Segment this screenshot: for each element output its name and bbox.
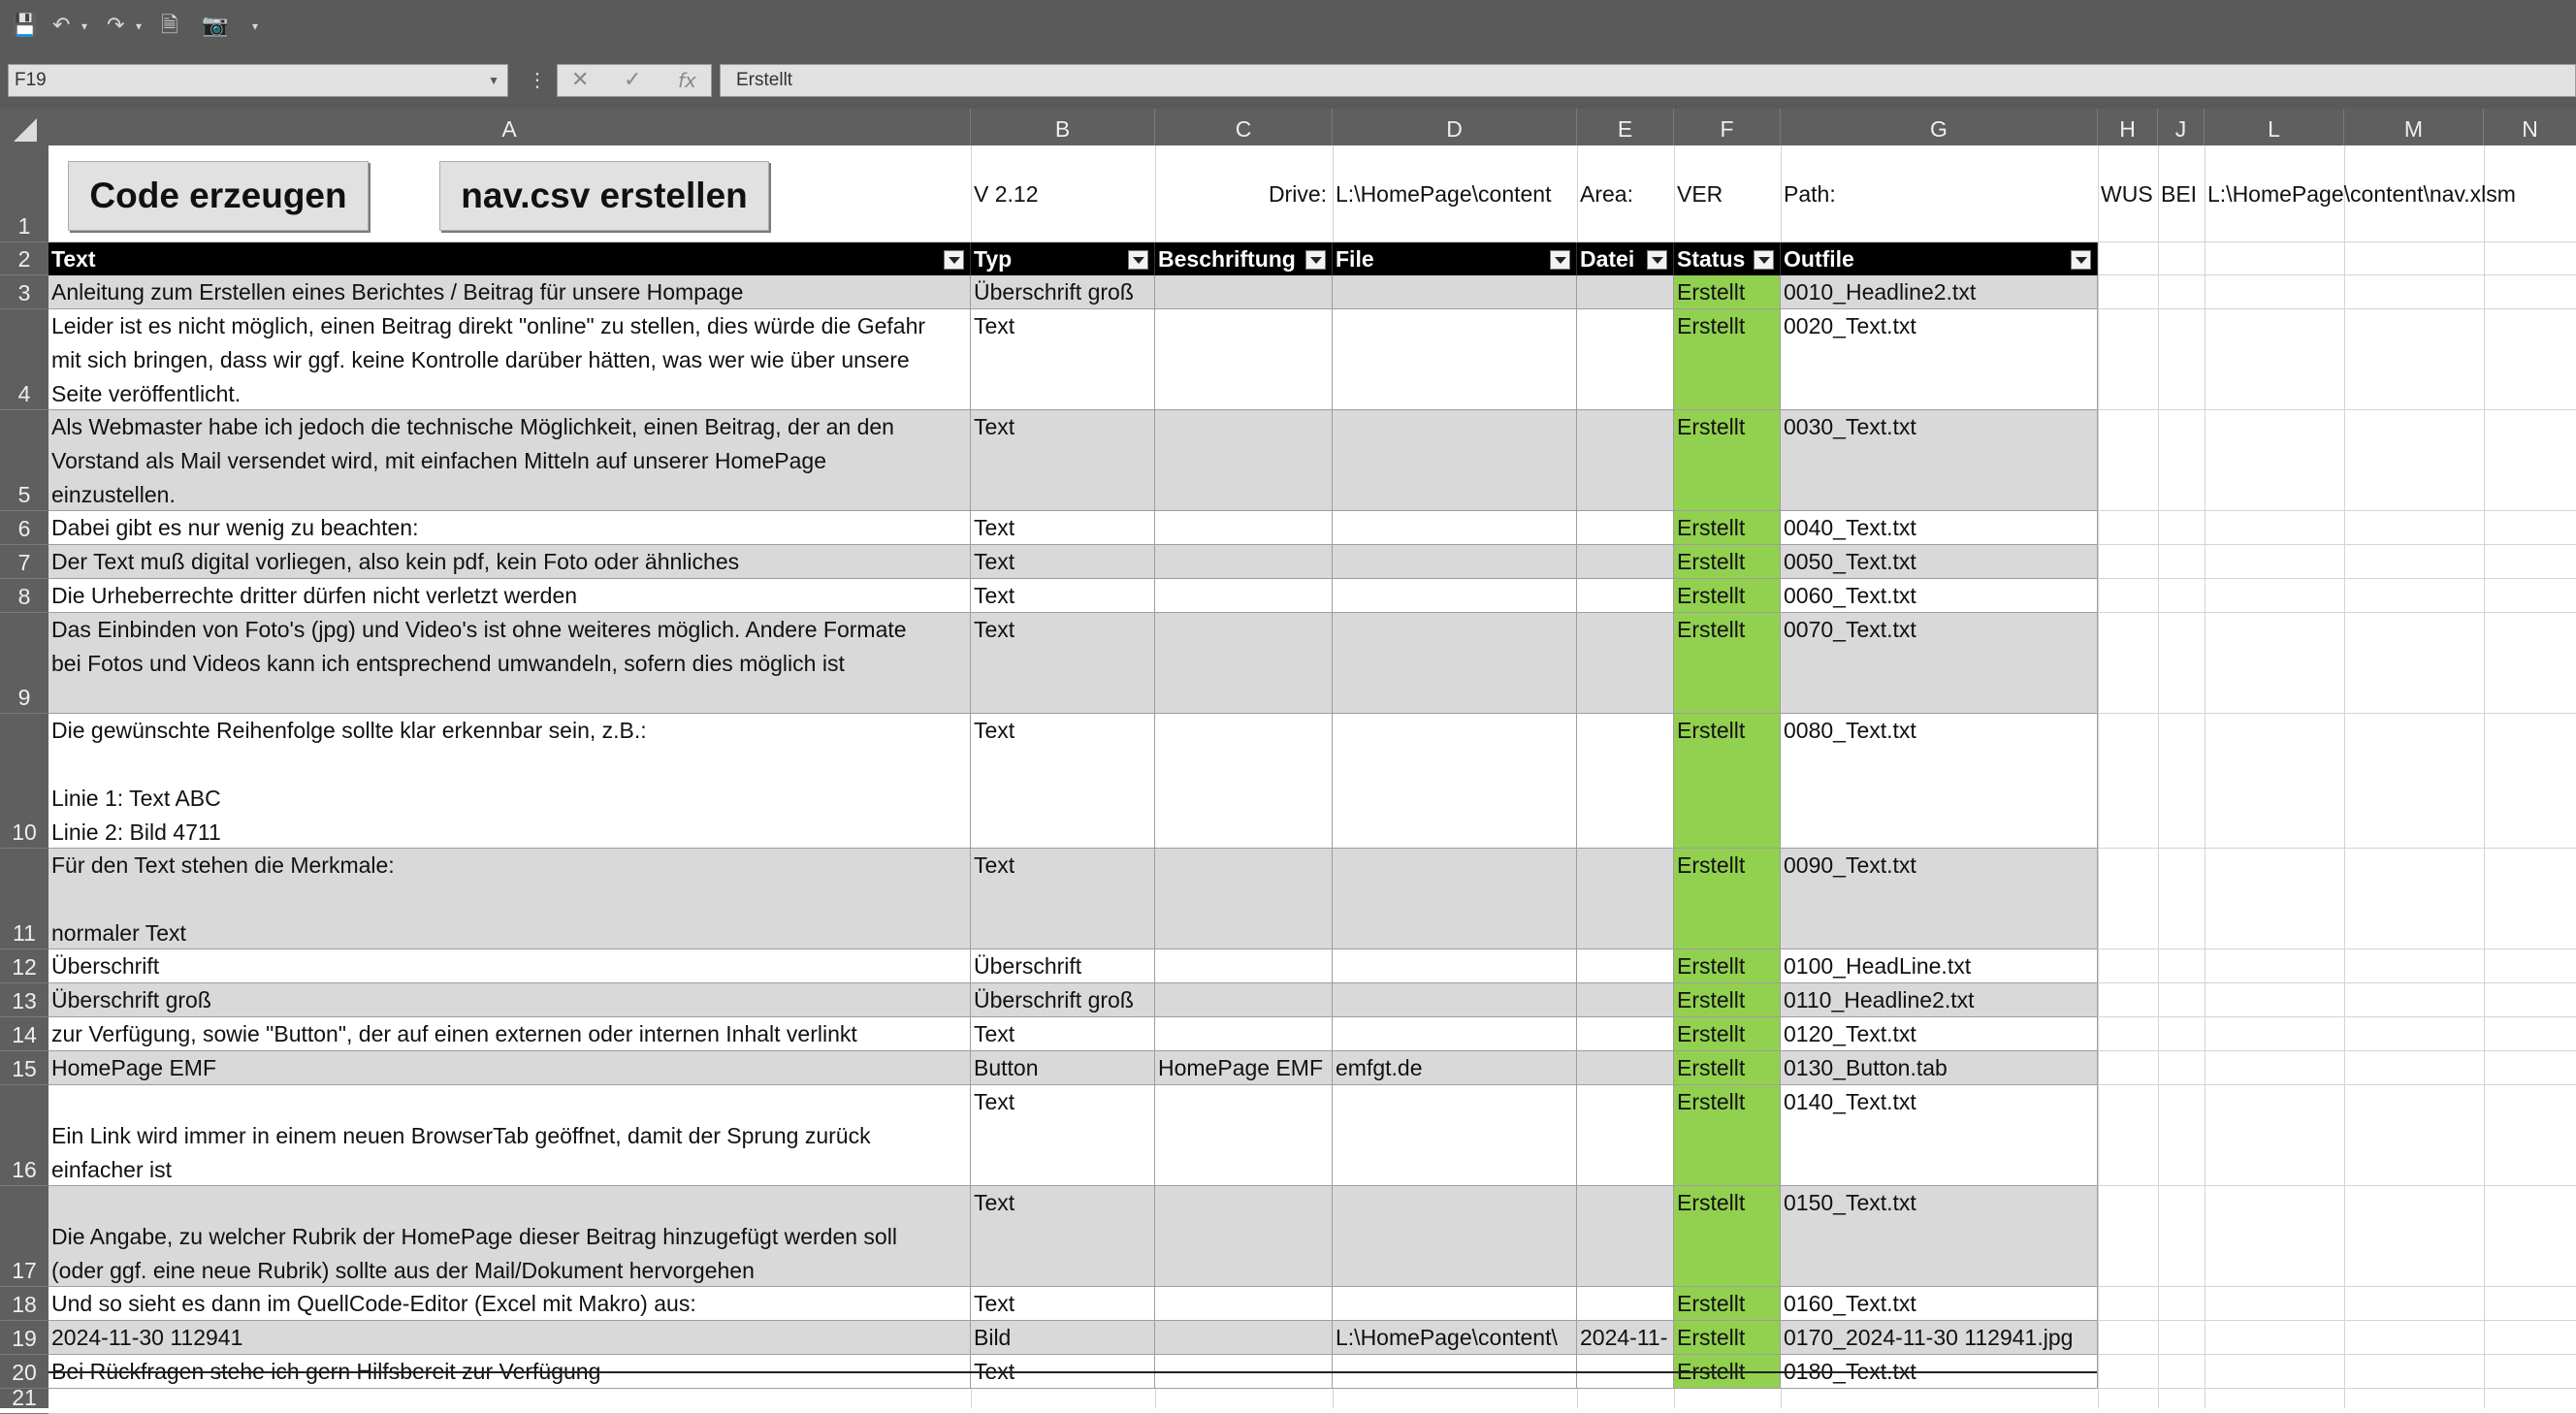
row-header[interactable]: 20 — [0, 1355, 48, 1389]
cell-text[interactable]: Die Urheberrechte dritter dürfen nicht verletzt werden — [48, 579, 971, 613]
insert-function-icon[interactable]: fx — [678, 69, 696, 92]
cancel-icon[interactable]: ✕ — [571, 68, 590, 92]
print-preview-icon[interactable]: 🗎 — [161, 14, 178, 38]
cell-datei[interactable] — [1577, 949, 1674, 983]
cell-datei[interactable] — [1577, 1186, 1674, 1287]
column-header-j[interactable]: J — [2158, 109, 2205, 145]
cell-text[interactable]: zur Verfügung, sowie "Button", der auf einen externen oder internen Inhalt verlinkt — [48, 1017, 971, 1051]
cell-text[interactable]: Die gewünschte Reihenfolge sollte klar erkennbar sein, z.B.: Linie 1: Text ABC Linie 2: Bild 4711 — [48, 714, 971, 849]
cell-datei[interactable] — [1577, 983, 1674, 1017]
cell-datei[interactable] — [1577, 1287, 1674, 1321]
filter-dropdown-icon[interactable] — [2071, 250, 2091, 270]
cell-status[interactable]: Erstellt — [1674, 1085, 1781, 1186]
table-header-label: Beschriftung — [1158, 246, 1296, 272]
row-header[interactable]: 1 — [0, 145, 48, 242]
row-header[interactable]: 18 — [0, 1287, 48, 1321]
formula-input[interactable]: Erstellt — [720, 64, 2576, 97]
cell-beschriftung[interactable] — [1155, 1186, 1333, 1287]
table-header-beschriftung[interactable] — [1155, 242, 1333, 275]
cell-outfile[interactable]: 0170_2024-11-30 112941.jpg — [1781, 1321, 2098, 1355]
cell-beschriftung[interactable] — [1155, 714, 1333, 849]
cell-status[interactable]: Erstellt — [1674, 849, 1781, 949]
undo-dropdown-icon[interactable]: ▾ — [81, 19, 88, 33]
table-header-text[interactable] — [48, 242, 971, 275]
code-erzeugen-button[interactable]: Code erzeugen — [68, 161, 369, 231]
cell-text[interactable]: Das Einbinden von Foto's (jpg) und Video's ist ohne weiteres möglich. Andere Formate bei Fotos und Videos kann ich entsprechend umwandeln, sofern dies möglich ist — [48, 613, 971, 714]
cell-typ[interactable]: Text — [971, 1085, 1155, 1186]
filter-dropdown-icon[interactable] — [1647, 250, 1667, 270]
drive-value-cell[interactable]: L:\HomePage\content — [1336, 181, 1552, 207]
cell-beschriftung[interactable] — [1155, 410, 1333, 511]
cell-status[interactable]: Erstellt — [1674, 714, 1781, 849]
column-header-m[interactable]: M — [2344, 109, 2484, 145]
row-header[interactable]: 7 — [0, 545, 48, 579]
row-header[interactable]: 15 — [0, 1051, 48, 1085]
cell-datei[interactable] — [1577, 579, 1674, 613]
cell-typ[interactable]: Text — [971, 714, 1155, 849]
cell-beschriftung[interactable] — [1155, 545, 1333, 579]
row-header[interactable]: 17 — [0, 1186, 48, 1287]
cell-status[interactable]: Erstellt — [1674, 613, 1781, 714]
cell-text[interactable]: HomePage EMF — [48, 1051, 971, 1085]
cell-status[interactable]: Erstellt — [1674, 1321, 1781, 1355]
cell-outfile[interactable]: 0150_Text.txt — [1781, 1186, 2098, 1287]
customize-qat-icon[interactable]: ▾ — [252, 19, 259, 33]
cell-typ[interactable]: Text — [971, 410, 1155, 511]
cell-text[interactable]: 2024-11-30 112941 — [48, 1321, 971, 1355]
cell-status[interactable]: Erstellt — [1674, 579, 1781, 613]
row-header[interactable]: 19 — [0, 1321, 48, 1355]
redo-dropdown-icon[interactable]: ▾ — [136, 19, 143, 33]
cell-datei[interactable] — [1577, 613, 1674, 714]
gridline-vertical — [2205, 145, 2206, 1408]
cell-beschriftung[interactable] — [1155, 849, 1333, 949]
cell-status[interactable]: Erstellt — [1674, 1017, 1781, 1051]
cell-outfile[interactable]: 0100_HeadLine.txt — [1781, 949, 2098, 983]
cell-text[interactable]: Ein Link wird immer in einem neuen BrowserTab geöffnet, damit der Sprung zurück einfacher ist — [48, 1085, 971, 1186]
path-label-cell[interactable]: Path: — [1784, 181, 1836, 207]
gridline-vertical — [2484, 145, 2485, 1408]
column-header-c[interactable]: C — [1155, 109, 1333, 145]
quick-access-toolbar — [0, 0, 2576, 54]
cell-file[interactable] — [1333, 275, 1577, 309]
version-cell[interactable]: V 2.12 — [974, 181, 1039, 207]
filter-dropdown-icon[interactable] — [1305, 250, 1326, 270]
cell-file[interactable] — [1333, 545, 1577, 579]
row-headers — [0, 145, 48, 1408]
cell-file[interactable] — [1333, 511, 1577, 545]
j1-cell[interactable]: BEI — [2161, 181, 2198, 207]
cell-datei[interactable] — [1577, 1085, 1674, 1186]
cell-status[interactable]: Erstellt — [1674, 1186, 1781, 1287]
column-header-f[interactable]: F — [1674, 109, 1781, 145]
cell-outfile[interactable]: 0040_Text.txt — [1781, 511, 2098, 545]
cell-outfile[interactable]: 0060_Text.txt — [1781, 579, 2098, 613]
cell-file[interactable] — [1333, 1355, 1577, 1389]
cell-text[interactable]: Die Angabe, zu welcher Rubrik der HomePage dieser Beitrag hinzugefügt werden soll (oder ggf. eine neue Rubrik) sollte aus der Mail/Dokument hervorgehen — [48, 1186, 971, 1287]
cell-file[interactable] — [1333, 613, 1577, 714]
cell-text[interactable]: Dabei gibt es nur wenig zu beachten: — [48, 511, 971, 545]
cell-outfile[interactable]: 0130_Button.tab — [1781, 1051, 2098, 1085]
cell-outfile[interactable]: 0030_Text.txt — [1781, 410, 2098, 511]
cell-datei[interactable] — [1577, 410, 1674, 511]
cell-outfile[interactable]: 0090_Text.txt — [1781, 849, 2098, 949]
row-header[interactable]: 16 — [0, 1085, 48, 1186]
cell-typ[interactable]: Text — [971, 849, 1155, 949]
cell-text[interactable]: Anleitung zum Erstellen eines Berichtes / Beitrag für unsere Hompage — [48, 275, 971, 309]
cell-beschriftung[interactable] — [1155, 579, 1333, 613]
cell-status[interactable]: Erstellt — [1674, 545, 1781, 579]
macro-icon[interactable]: 📷 — [202, 14, 229, 38]
cell-beschriftung[interactable] — [1155, 1085, 1333, 1186]
cell-beschriftung[interactable] — [1155, 949, 1333, 983]
row-header[interactable]: 5 — [0, 410, 48, 511]
cell-typ[interactable]: Text — [971, 1355, 1155, 1389]
cell-file[interactable] — [1333, 579, 1577, 613]
cell-file[interactable]: emfgt.de — [1333, 1051, 1577, 1085]
cell-outfile[interactable]: 0070_Text.txt — [1781, 613, 2098, 714]
cell-beschriftung[interactable] — [1155, 1355, 1333, 1389]
row-header[interactable]: 6 — [0, 511, 48, 545]
cell-outfile[interactable]: 0180_Text.txt — [1781, 1355, 2098, 1389]
row-header[interactable]: 2 — [0, 242, 48, 275]
cell-status[interactable]: Erstellt — [1674, 410, 1781, 511]
redo-icon[interactable]: ↷ — [107, 14, 125, 38]
table-header-label: Typ — [974, 246, 1013, 272]
cell-file[interactable] — [1333, 949, 1577, 983]
cell-status[interactable]: Erstellt — [1674, 1355, 1781, 1389]
cell-datei[interactable] — [1577, 1051, 1674, 1085]
cell-datei[interactable] — [1577, 275, 1674, 309]
cell-datei[interactable] — [1577, 1355, 1674, 1389]
cell-outfile[interactable]: 0120_Text.txt — [1781, 1017, 2098, 1051]
cell-beschriftung[interactable] — [1155, 613, 1333, 714]
formula-bar-menu-icon[interactable]: ⋮ — [528, 70, 547, 91]
cell-status[interactable]: Erstellt — [1674, 1051, 1781, 1085]
drive-label-cell[interactable]: Drive: — [1268, 181, 1327, 207]
cell-typ[interactable]: Text — [971, 511, 1155, 545]
cell-outfile[interactable]: 0140_Text.txt — [1781, 1085, 2098, 1186]
cell-beschriftung[interactable] — [1155, 1321, 1333, 1355]
cell-typ[interactable]: Überschrift groß — [971, 275, 1155, 309]
cell-text[interactable]: Überschrift groß — [48, 983, 971, 1017]
row-header[interactable]: 21 — [0, 1389, 48, 1414]
row-header[interactable]: 12 — [0, 949, 48, 983]
cell-typ[interactable]: Text — [971, 1017, 1155, 1051]
cell-status[interactable]: Erstellt — [1674, 1287, 1781, 1321]
cell-typ[interactable]: Text — [971, 545, 1155, 579]
worksheet-grid — [48, 145, 2576, 1408]
cell-datei[interactable] — [1577, 545, 1674, 579]
column-header-h[interactable]: H — [2098, 109, 2158, 145]
filter-dropdown-icon[interactable] — [1550, 250, 1570, 270]
cell-beschriftung[interactable] — [1155, 983, 1333, 1017]
column-header-g[interactable]: G — [1781, 109, 2098, 145]
row-header[interactable]: 11 — [0, 849, 48, 949]
cell-beschriftung[interactable] — [1155, 1287, 1333, 1321]
cell-file[interactable] — [1333, 410, 1577, 511]
cell-file[interactable] — [1333, 1287, 1577, 1321]
table-header-label: Datei — [1580, 246, 1635, 272]
cell-datei[interactable] — [1577, 714, 1674, 849]
cell-text[interactable]: Für den Text stehen die Merkmale: normaler Text — [48, 849, 971, 949]
cell-file[interactable] — [1333, 849, 1577, 949]
formula-buttons — [557, 64, 712, 97]
cell-datei[interactable] — [1577, 849, 1674, 949]
table-header-label: File — [1336, 246, 1374, 272]
row-header[interactable]: 3 — [0, 275, 48, 309]
filter-dropdown-icon[interactable] — [1754, 250, 1774, 270]
cell-text[interactable]: Überschrift — [48, 949, 971, 983]
cell-beschriftung[interactable] — [1155, 309, 1333, 410]
cell-outfile[interactable]: 0050_Text.txt — [1781, 545, 2098, 579]
cell-typ[interactable]: Text — [971, 613, 1155, 714]
row-header[interactable]: 4 — [0, 309, 48, 410]
name-box-value: F19 — [15, 70, 47, 90]
cell-datei[interactable]: 2024-11- — [1577, 1321, 1674, 1355]
cell-beschriftung[interactable]: HomePage EMF — [1155, 1051, 1333, 1085]
cell-status[interactable]: Erstellt — [1674, 309, 1781, 410]
cell-typ[interactable]: Button — [971, 1051, 1155, 1085]
cell-datei[interactable] — [1577, 309, 1674, 410]
gridline-vertical — [2098, 145, 2099, 1408]
cell-typ[interactable]: Überschrift — [971, 949, 1155, 983]
row-header[interactable]: 13 — [0, 983, 48, 1017]
table-header-label: Outfile — [1784, 246, 1854, 272]
gridline-vertical — [2344, 145, 2345, 1408]
cell-file[interactable]: L:\HomePage\content\ — [1333, 1321, 1577, 1355]
cell-file[interactable] — [1333, 983, 1577, 1017]
cell-typ[interactable]: Bild — [971, 1321, 1155, 1355]
filter-dropdown-icon[interactable] — [1128, 250, 1148, 270]
cell-status[interactable]: Erstellt — [1674, 275, 1781, 309]
h1-cell[interactable]: WUS — [2101, 181, 2153, 207]
table-header-outfile[interactable] — [1781, 242, 2098, 275]
cell-text[interactable]: Und so sieht es dann im QuellCode-Editor (Excel mit Makro) aus: — [48, 1287, 971, 1321]
cell-typ[interactable]: Text — [971, 309, 1155, 410]
name-box-dropdown-icon[interactable]: ▼ — [488, 74, 499, 87]
cell-outfile[interactable]: 0020_Text.txt — [1781, 309, 2098, 410]
cell-file[interactable] — [1333, 1186, 1577, 1287]
cell-typ[interactable]: Überschrift groß — [971, 983, 1155, 1017]
cell-text[interactable]: Leider ist es nicht möglich, einen Beitrag direkt "online" zu stellen, dies würde die Gefahr mit sich bringen, dass wir ggf. keine Kontrolle darüber hätten, was wer wie über unsere Seite veröffentlicht. — [48, 309, 971, 410]
table-header-file[interactable] — [1333, 242, 1577, 275]
cell-typ[interactable]: Text — [971, 1287, 1155, 1321]
area-value-cell[interactable]: VER — [1677, 181, 1723, 207]
row-header[interactable]: 8 — [0, 579, 48, 613]
cell-file[interactable] — [1333, 714, 1577, 849]
table-header-typ[interactable] — [971, 242, 1155, 275]
cell-text[interactable]: Als Webmaster habe ich jedoch die technische Möglichkeit, einen Beitrag, der an den Vorstand als Mail versendet wird, mit einfachen Mitteln auf unserer HomePage einzustellen. — [48, 410, 971, 511]
enter-icon[interactable]: ✓ — [624, 68, 642, 92]
cell-datei[interactable] — [1577, 1017, 1674, 1051]
column-header-l[interactable]: L — [2205, 109, 2344, 145]
cell-typ[interactable]: Text — [971, 1186, 1155, 1287]
cell-status[interactable]: Erstellt — [1674, 983, 1781, 1017]
cell-text[interactable]: Der Text muß digital vorliegen, also kein pdf, kein Foto oder ähnliches — [48, 545, 971, 579]
save-icon[interactable]: 💾 — [12, 14, 39, 38]
cell-status[interactable]: Erstellt — [1674, 949, 1781, 983]
column-header-n[interactable]: N — [2522, 116, 2538, 142]
undo-icon[interactable]: ↶ — [52, 14, 71, 38]
cell-typ[interactable]: Text — [971, 579, 1155, 613]
column-header-b[interactable]: B — [971, 109, 1155, 145]
cell-beschriftung[interactable] — [1155, 275, 1333, 309]
cell-datei[interactable] — [1577, 511, 1674, 545]
name-box[interactable] — [8, 64, 508, 97]
nav-csv-erstellen-button[interactable]: nav.csv erstellen — [439, 161, 769, 231]
cell-file[interactable] — [1333, 1017, 1577, 1051]
row-header[interactable]: 10 — [0, 714, 48, 849]
column-header-e[interactable]: E — [1577, 109, 1674, 145]
row-header[interactable]: 14 — [0, 1017, 48, 1051]
column-header-a[interactable]: A — [48, 109, 971, 145]
column-headers — [0, 109, 2576, 145]
cell-beschriftung[interactable] — [1155, 511, 1333, 545]
table-header-datei[interactable] — [1577, 242, 1674, 275]
l1-cell[interactable]: L:\HomePage\content\nav.xlsm — [2207, 181, 2516, 207]
cell-outfile[interactable]: 0080_Text.txt — [1781, 714, 2098, 849]
table-header-label: Status — [1677, 246, 1746, 272]
area-label-cell[interactable]: Area: — [1580, 181, 1633, 207]
cell-file[interactable] — [1333, 309, 1577, 410]
select-all-corner[interactable] — [14, 118, 37, 142]
table-header-status[interactable] — [1674, 242, 1781, 275]
row-header[interactable]: 9 — [0, 613, 48, 714]
cell-outfile[interactable]: 0160_Text.txt — [1781, 1287, 2098, 1321]
cell-status[interactable]: Erstellt — [1674, 511, 1781, 545]
cell-beschriftung[interactable] — [1155, 1017, 1333, 1051]
cell-outfile[interactable]: 0110_Headline2.txt — [1781, 983, 2098, 1017]
gridline-vertical — [2158, 145, 2159, 1408]
filter-dropdown-icon[interactable] — [944, 250, 964, 270]
cell-text[interactable]: Bei Rückfragen stehe ich gern Hilfsbereit zur Verfügung — [48, 1355, 971, 1389]
column-header-d[interactable]: D — [1333, 109, 1577, 145]
cell-outfile[interactable]: 0010_Headline2.txt — [1781, 275, 2098, 309]
cell-file[interactable] — [1333, 1085, 1577, 1186]
table-header-label: Text — [51, 246, 96, 272]
